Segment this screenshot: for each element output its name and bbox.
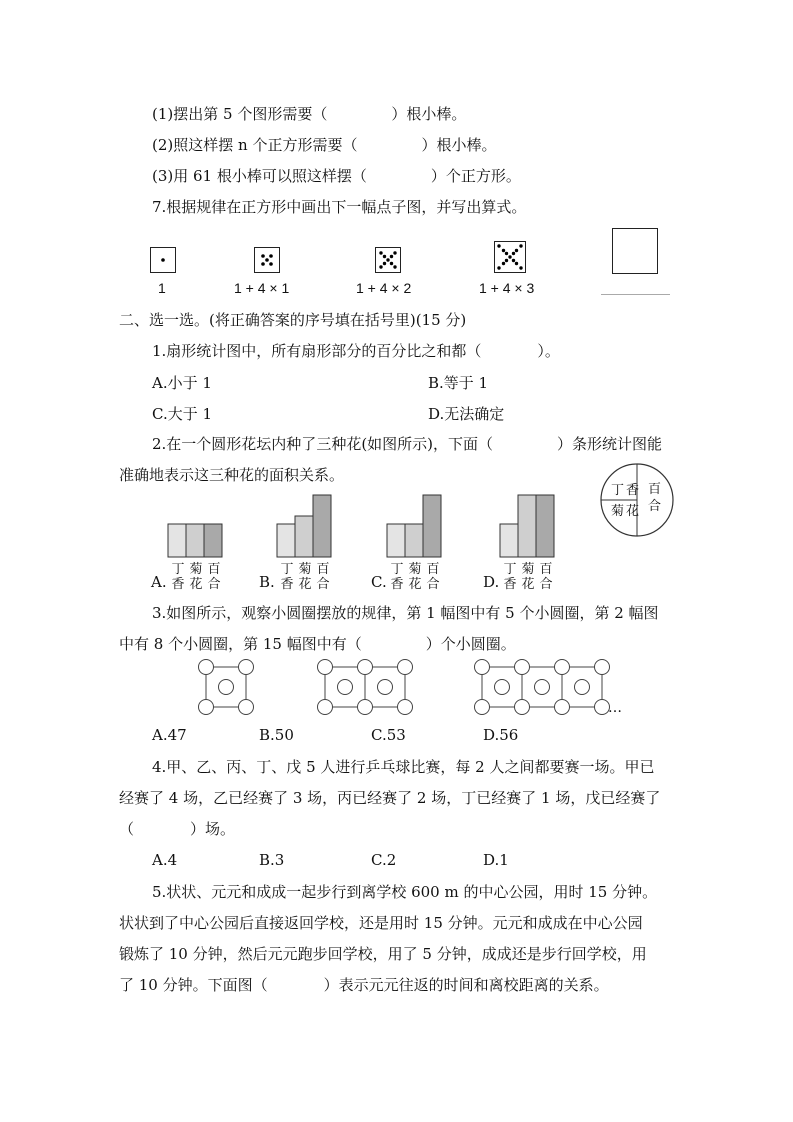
q3-option-c[interactable]: C.53: [371, 726, 406, 744]
label: 香: [171, 577, 185, 592]
q4-line3: [119, 819, 235, 839]
caption-3: 1 + 4 × 2: [356, 280, 412, 296]
q2-option-a[interactable]: A.: [151, 573, 167, 591]
q3-line1: 3.如图所示，观察小圆圈摆放的规律，第 1 幅图中有 5 个小圆圈，第 2 幅图: [152, 604, 659, 622]
label: 香: [280, 577, 294, 592]
circle-label-a: 丁香: [611, 483, 642, 498]
p6-q1: [152, 104, 466, 124]
q3-line2-post: ）个小圆圈。: [425, 635, 516, 653]
q4-option-a[interactable]: A.4: [152, 851, 178, 869]
label: 香: [390, 577, 404, 592]
p6-q3-pre: (3)用 61 根小棒可以照这样摆（: [152, 167, 367, 185]
q3-option-b[interactable]: B.50: [259, 726, 294, 744]
q2-option-d[interactable]: D.: [483, 573, 500, 591]
p6-q1-post: ）根小棒。: [391, 105, 467, 123]
p6-q2: [152, 135, 496, 155]
q2-line2: 准确地表示这三种花的面积关系。: [119, 466, 345, 484]
q2-option-b[interactable]: B.: [259, 573, 275, 591]
q2-option-c[interactable]: C.: [371, 573, 387, 591]
dot-figure-4: [494, 241, 526, 273]
q1-text-pre: 1.扇形统计图中，所有扇形部分的百分比之和都（: [152, 342, 482, 360]
label: 合: [426, 577, 440, 592]
caption-4: 1 + 4 × 3: [479, 280, 535, 296]
p6-q1-pre: (1)摆出第 5 个图形需要（: [152, 105, 328, 123]
dot-figure-3: [375, 247, 401, 273]
q2-line1-pre: 2.在一个圆形花坛内种了三种花(如图所示)，下面（: [152, 435, 494, 453]
q1-text: [152, 341, 560, 361]
q5-line4: [119, 975, 609, 995]
q3-option-d[interactable]: D.56: [483, 726, 519, 744]
q3-line2: [119, 634, 516, 654]
q3-line2-pre: 中有 8 个小圆圈，第 15 幅图中有（: [119, 635, 362, 653]
q5-line4-pre: 了 10 分钟。下面图（: [119, 976, 268, 994]
p6-q2-pre: (2)照这样摆 n 个正方形需要（: [152, 136, 358, 154]
empty-square[interactable]: [612, 228, 658, 274]
q1-option-b[interactable]: B.等于 1: [428, 374, 489, 392]
circle-label-c: 百合: [648, 482, 662, 514]
p7-text: 7.根据规律在正方形中画出下一幅点子图，并写出算式。: [152, 198, 527, 216]
bar-chart-d: [499, 494, 555, 558]
label: 菊: [189, 562, 203, 577]
q2-line1: [152, 434, 662, 454]
label: 丁: [280, 562, 294, 577]
circle-pattern-3: [473, 657, 613, 717]
bar-chart-c: [386, 494, 442, 558]
section-title: 二、选一选。(将正确答案的序号填在括号里)(15 分): [119, 311, 467, 329]
label: 丁: [503, 562, 517, 577]
label: 合: [539, 577, 553, 592]
q4-line3-pre: （: [119, 820, 135, 838]
label: 香: [503, 577, 517, 592]
label: 百: [426, 562, 440, 577]
label: 百: [316, 562, 330, 577]
q4-line2: 经赛了 4 场，乙已经赛了 3 场，丙已经赛了 2 场，丁已经赛了 1 场，戊已经赛了: [119, 789, 661, 807]
label: 花: [298, 577, 312, 592]
label: 合: [316, 577, 330, 592]
dot-figure-1: [150, 247, 176, 273]
q2-line1-post: ）条形统计图能: [557, 435, 663, 453]
label: 丁: [171, 562, 185, 577]
bar-labels-bottom-a: [169, 573, 223, 592]
circle-pattern-1: [197, 657, 261, 717]
caption-2: 1 + 4 × 1: [234, 280, 290, 296]
label: 菊: [298, 562, 312, 577]
ellipsis: …: [608, 700, 622, 716]
label: 百: [207, 562, 221, 577]
label: 花: [189, 577, 203, 592]
bar-labels-bottom-b: [278, 573, 332, 592]
q4-option-d[interactable]: D.1: [483, 851, 509, 869]
p6-q3: [152, 166, 521, 186]
bar-chart-a: [167, 494, 223, 558]
q1-option-a[interactable]: A.小于 1: [152, 374, 212, 392]
q4-option-b[interactable]: B.3: [259, 851, 285, 869]
label: 菊: [408, 562, 422, 577]
q5-line2: 状状到了中心公园后直接返回学校，还是用时 15 分钟。元元和成成在中心公园: [119, 914, 643, 932]
label: 花: [408, 577, 422, 592]
q1-text-post: ）。: [537, 342, 560, 360]
q5-line4-post: ）表示元元往返的时间和离校距离的关系。: [323, 976, 609, 994]
bar-labels-bottom-d: [501, 573, 555, 592]
q4-option-c[interactable]: C.2: [371, 851, 397, 869]
p6-q3-post: ）个正方形。: [430, 167, 521, 185]
q3-option-a[interactable]: A.47: [152, 726, 187, 744]
q5-line3: 锻炼了 10 分钟，然后元元跑步回学校，用了 5 分钟，成成还是步行回学校，用: [119, 945, 647, 963]
p6-q2-post: ）根小棒。: [421, 136, 497, 154]
label: 百: [539, 562, 553, 577]
circle-pattern-2: [316, 657, 416, 717]
formula-answer-line[interactable]: [601, 294, 670, 295]
q5-line1: 5.状状、元元和成成一起步行到离学校 600 m 的中心公园，用时 15 分钟。: [152, 883, 658, 901]
bar-chart-b: [276, 494, 332, 558]
q4-line3-post: ）场。: [190, 820, 236, 838]
dot-figure-2: [254, 247, 280, 273]
circle-label-b: 菊花: [611, 504, 642, 519]
label: 花: [521, 577, 535, 592]
bar-labels-bottom-c: [388, 573, 442, 592]
caption-1: 1: [158, 280, 166, 296]
q1-option-c[interactable]: C.大于 1: [152, 405, 213, 423]
q4-line1: 4.甲、乙、丙、丁、戊 5 人进行乒乓球比赛，每 2 人之间都要赛一场。甲已: [152, 758, 655, 776]
label: 丁: [390, 562, 404, 577]
label: 合: [207, 577, 221, 592]
label: 菊: [521, 562, 535, 577]
q1-option-d[interactable]: D.无法确定: [428, 405, 505, 423]
